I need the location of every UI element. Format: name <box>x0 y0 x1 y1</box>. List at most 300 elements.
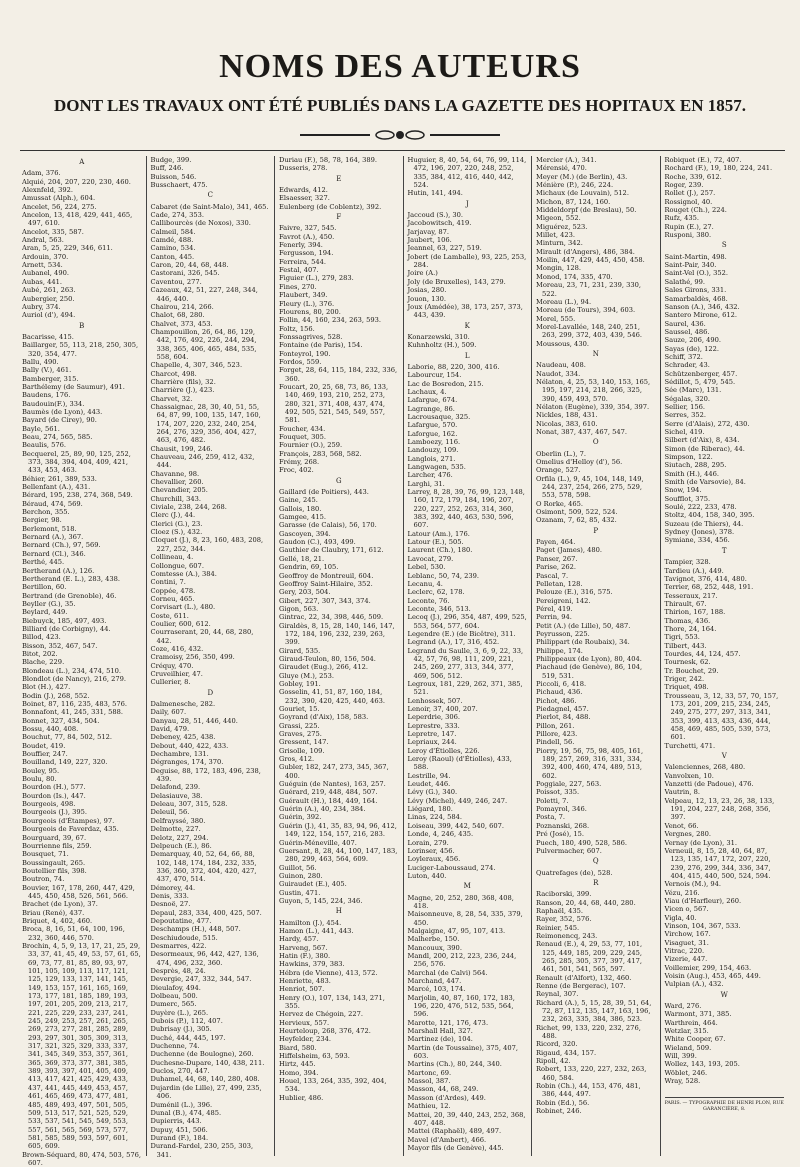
author-entry: Heyfelder, 234. <box>279 1035 331 1044</box>
author-entry: Bally (V.), 461. <box>22 366 72 375</box>
author-entry: Dubois (P.), 112, 407. <box>150 1017 223 1026</box>
author-entry: Jeannel, 63, 227, 519. <box>407 244 482 253</box>
author-entry: Soulé, 222, 233, 478. <box>664 503 737 512</box>
author-entry: Hublier, 486. <box>279 1093 324 1102</box>
author-entry: Duyère (L.), 265. <box>150 1008 209 1017</box>
author-entry: Jaubert, 106. <box>407 236 452 245</box>
author-entry: Favrot (A.), 450. <box>279 232 335 241</box>
author-entry: Billod, 423. <box>22 633 61 642</box>
author-entry: Pillon, 261. <box>536 721 575 730</box>
author-entry: Debeney, 425, 438. <box>150 733 216 742</box>
author-entry: Rufz, 435. <box>664 214 699 223</box>
author-entry: Silbert (d'Aix), 8, 434. <box>664 436 740 445</box>
author-entry: Gendrin, 69, 105. <box>279 563 339 572</box>
author-entry: Nickles, 188, 431. <box>536 411 598 420</box>
author-entry: Lebel, 530. <box>407 563 446 572</box>
author-index-columns <box>18 156 788 1167</box>
author-entry: Durand-Fardel, 230, 255, 303, 341. <box>150 1142 254 1159</box>
author-entry: Lorain, 279. <box>407 838 449 847</box>
author-entry: Guiraudet (E.), 405. <box>279 880 347 889</box>
author-entry: Beyller (G.), 35. <box>22 599 76 608</box>
author-entry: Geoffroy Saint-Hilaire, 352. <box>279 579 373 588</box>
author-entry: Fines, 270. <box>279 282 317 291</box>
author-entry: Martonc, 69. <box>407 1068 452 1077</box>
author-entry: Liégard, 180. <box>407 805 453 814</box>
author-entry: Petit (A.) (de Lille), 50, 487. <box>536 621 631 630</box>
author-entry: Cruveilhier, 47. <box>150 669 203 678</box>
author-entry: Lafargue, 674. <box>407 396 458 405</box>
author-entry: Vulpian (A.), 432. <box>664 980 724 989</box>
author-entry: Salathé, 99. <box>664 277 706 286</box>
author-entry: Marchal (de Calvi) 564. <box>407 968 488 977</box>
author-entry: Martin (de Toussaine), 375, 407, 603. <box>407 1043 519 1061</box>
author-entry: O Rorke, 465. <box>536 499 584 508</box>
author-entry: Vézu, 216. <box>664 888 700 897</box>
author-entry: Pillore, 423. <box>536 730 578 739</box>
author-entry: Chalot, 68, 280. <box>150 311 205 320</box>
author-entry: Wray, 528. <box>664 1077 701 1086</box>
author-entry: Lorinser, 456. <box>407 846 455 855</box>
author-entry: Cade, 274, 353. <box>150 211 204 220</box>
author-entry: Dumerc, 565. <box>150 1000 197 1009</box>
letter-heading: J <box>465 199 469 208</box>
author-entry: Mirault (d'Angers), 486, 384. <box>536 247 635 256</box>
author-entry: Barthélemy (de Saumur), 491. <box>22 382 125 391</box>
author-entry: Gouriet, 15. <box>279 705 320 713</box>
author-entry: Mandl, 200, 212, 223, 236, 244, 256, 576. <box>407 951 517 969</box>
author-entry: Massol, 387. <box>407 1077 451 1086</box>
page-title: NOMS DES AUTEURS <box>219 48 581 85</box>
author-entry: Wöblet, 246. <box>664 1068 708 1077</box>
author-entry: Duhamel, 44, 68, 140, 280, 408. <box>150 1075 260 1084</box>
author-entry: Chevallier, 260. <box>150 478 204 487</box>
author-entry: Callibourcès (de Noxos), 330. <box>150 219 251 228</box>
author-entry: Panser, 267. <box>536 554 578 563</box>
author-entry: Boussingault, 265. <box>22 858 86 867</box>
author-entry: Vergnes, 280. <box>664 830 711 839</box>
author-entry: Aubergier, 250. <box>22 294 75 303</box>
author-entry: Beau, 274, 565, 585. <box>22 433 93 441</box>
author-entry: Depoutatine, 477. <box>150 916 212 925</box>
author-entry: Briquet, 4, 402, 460. <box>22 916 93 925</box>
author-entry: Démorey, 44. <box>150 883 196 892</box>
author-entry: Jaccoud (S.), 30. <box>407 211 463 220</box>
author-entry: Chevandier, 205. <box>150 486 208 495</box>
author-entry: Pelletan, 128. <box>536 579 583 588</box>
author-entry: Philippart (de Roubaix), 34. <box>536 638 630 647</box>
letter-heading: R <box>593 878 599 887</box>
author-entry: Lévy (Michel), 449, 246, 247. <box>407 796 508 805</box>
author-entry: Luciger-Laboussaud, 274. <box>407 863 496 872</box>
author-entry: Leroy d'Étiolles, 226. <box>407 746 480 755</box>
author-entry: Tampier, 328. <box>664 558 711 567</box>
author-entry: Robin (Ch.), 44, 153, 476, 481, 386, 444, 497. <box>536 1082 641 1099</box>
letter-heading: K <box>464 321 470 330</box>
author-entry: Gobley, 191. <box>279 679 321 688</box>
author-entry: Guérin-Méneville, 407. <box>279 838 357 847</box>
letter-heading: A <box>79 158 85 166</box>
author-entry: Deleau, 307, 315, 528. <box>150 800 228 809</box>
author-entry: Thore, 24, 164. <box>664 624 717 633</box>
letter-heading: Q <box>592 857 599 866</box>
author-entry: Berthé, 445. <box>22 558 65 567</box>
author-entry: Contini, 7. <box>150 578 186 587</box>
author-entry: Auriol (d'), 494. <box>22 311 76 320</box>
author-entry: Fenerly, 394. <box>279 241 323 250</box>
author-entry: Wieland, 509. <box>664 1043 712 1052</box>
author-entry: Naudeau, 408. <box>536 361 586 370</box>
author-entry: Joire (A.) <box>407 269 438 278</box>
author-entry: Robert, 133, 220, 227, 232, 263, 460, 584. <box>536 1065 647 1082</box>
author-entry: Mattei (Raphaël), 489, 497. <box>407 1127 502 1136</box>
author-entry: Béraud, 474, 569. <box>22 499 83 508</box>
author-entry: Fouquet, 305. <box>279 433 326 441</box>
author-entry: Venot, 66. <box>664 821 699 830</box>
author-entry: Philippeaux (de Lyon), 80, 404. <box>536 654 642 663</box>
author-entry: Legrand (A.), 17, 316, 452. <box>407 638 500 647</box>
author-entry: David, 479. <box>150 725 190 734</box>
author-entry: Gaudon (C.), 493, 499. <box>279 538 356 547</box>
index-column <box>660 156 789 1156</box>
author-entry: Robinet, 246. <box>536 1107 582 1116</box>
author-entry: Viau (d'Harfleur), 260. <box>664 896 742 905</box>
author-entry: Joly (de Bruxelles), 143, 279. <box>407 277 506 286</box>
author-entry: Tigri, 553. <box>664 633 700 642</box>
author-entry: Nonat, 387, 437, 467, 547. <box>536 428 628 436</box>
letter-heading: E <box>336 174 342 183</box>
author-entry: Cullerier, 8. <box>150 678 191 687</box>
author-entry: Duchenne (de Boulogne), 260. <box>150 1050 254 1059</box>
author-entry: Mayor fils (de Genève), 445. <box>407 1143 504 1152</box>
author-entry: Poggiale, 227, 563. <box>536 780 602 789</box>
author-entry: Osimont, 509, 522, 524. <box>536 508 618 517</box>
author-entry: Clerici (G.), 23. <box>150 519 203 528</box>
author-entry: Thirion, 167, 188. <box>664 608 726 617</box>
author-entry: Vernois (M.), 94. <box>664 880 721 889</box>
author-entry: Payen, 464. <box>536 538 576 547</box>
author-entry: Desprès, 48, 24. <box>150 967 206 975</box>
author-entry: Geoffroy de Montreuil, 604. <box>279 571 374 580</box>
author-entry: Simon (de Riberac), 44. <box>664 444 745 453</box>
author-entry: Bouley, 95. <box>22 766 60 775</box>
author-entry: Morel-Lavallée, 148, 240, 251, 263, 299, 372, 403, 439, 546. <box>536 322 642 340</box>
author-entry: Lestrille, 94. <box>407 771 451 780</box>
author-entry: Andral, 563. <box>22 236 64 245</box>
author-entry: Danyau, 28, 51, 446, 440. <box>150 716 238 725</box>
author-entry: Millet, 423. <box>536 231 576 240</box>
author-entry: Ozanam, 7, 62, 85, 432. <box>536 516 617 525</box>
author-entry: Foucher, 434. <box>279 424 326 433</box>
author-entry: Moilin, 447, 429, 445, 450, 458. <box>536 256 645 265</box>
author-entry: Baudens, 176. <box>22 391 71 400</box>
author-entry: Champouillon, 26, 64, 86, 129, 442, 176, 492, 226, 244, 294, 338, 365, 406, 465, 484, 535, 558, 604. <box>150 327 257 361</box>
author-entry: Bergier, 98. <box>22 516 62 525</box>
author-entry: Bitot, 202. <box>22 649 58 658</box>
ornament-divider <box>300 129 500 141</box>
author-entry: Charvet, 32. <box>150 394 193 403</box>
author-entry: Bourrienne fils, 259. <box>22 841 92 850</box>
author-entry: Langwagen, 535. <box>407 463 466 472</box>
author-entry: Gallois, 180. <box>279 504 322 513</box>
author-entry: Dujardin (de Lille), 27, 499, 235, 406. <box>150 1083 262 1101</box>
author-entry: Rossignol, 40. <box>664 197 713 206</box>
author-entry: Biebuyck, 185, 497, 493. <box>22 616 107 625</box>
author-entry: Triquet, 498. <box>664 683 709 692</box>
author-entry: Grassi, 225. <box>279 721 320 730</box>
author-entry: Leroy (Raoul) (d'Étiolles), 433, 588. <box>407 755 512 772</box>
letter-heading: F <box>336 213 342 222</box>
author-entry: Guérin (J.), 41, 35, 83, 94, 96, 412, 149, 122, 154, 157, 216, 283. <box>279 821 397 839</box>
author-entry: Bayle, 561. <box>22 424 60 433</box>
author-entry: Alquié, 204, 207, 220, 230, 460. <box>22 177 131 186</box>
author-entry: Guersant, 8, 28, 44, 100, 147, 183, 280, 299, 463, 564, 609. <box>279 846 398 864</box>
author-entry: Bertherand (A.), 126. <box>22 566 95 575</box>
author-entry: Fordos, 559. <box>279 357 322 366</box>
author-entry: Roger, 239. <box>664 181 704 190</box>
author-entry: Charrière (J.), 423. <box>150 386 215 395</box>
author-entry: Smith (de Varsovie), 84. <box>664 478 746 487</box>
author-entry: Duchenne, 74. <box>150 1042 200 1051</box>
author-entry: Dupuy, 451, 506. <box>150 1125 208 1134</box>
author-entry: Bertillon, 60. <box>22 583 67 592</box>
author-entry: Froc, 402. <box>279 466 314 475</box>
author-entry: Bourguard, 39, 67. <box>22 833 87 842</box>
author-entry: Jouon, 130. <box>407 294 446 303</box>
author-entry: Aubry, 374. <box>22 302 61 311</box>
author-entry: Santero Mirone, 612. <box>664 311 737 320</box>
printer-imprint: PARIS. — TYPOGRAPHIE DE HENRI PLON, RUE GARANCIÈRE, 8. <box>665 1097 785 1113</box>
author-entry: Sée (Marc), 131. <box>664 386 722 395</box>
author-entry: Gubler, 182, 247, 273, 345, 367, 400. <box>279 763 389 780</box>
author-entry: Philippe, 174. <box>536 646 583 655</box>
author-entry: Chalvet, 373, 453. <box>150 319 213 328</box>
author-entry: Desmarres, 422. <box>150 941 207 950</box>
letter-heading: M <box>463 882 471 891</box>
author-entry: Henriette, 483. <box>279 977 331 985</box>
author-entry: Fergusson, 194. <box>279 249 334 258</box>
author-entry: Bourdon (H.), 577. <box>22 783 86 792</box>
author-entry: Parise, 262. <box>536 563 577 572</box>
author-entry: Foucart, 20, 25, 68, 73, 86, 133, 140, 469, 193, 210, 252, 273, 280, 321, 371, 408, 437, 474, 492, 505, 521, 545, 549, 557, 581. <box>279 382 389 425</box>
author-entry: Minturn, 342. <box>536 239 583 248</box>
author-entry: Schützenberger, 457. <box>664 369 738 378</box>
author-entry: Vanzetti (de Padoue), 476. <box>664 780 754 789</box>
author-entry: Wetzlar, 315. <box>664 1027 709 1036</box>
author-entry: Velpeau, 12, 13, 23, 26, 38, 133, 191, 204, 227, 248, 268, 356, 397. <box>664 796 775 822</box>
author-entry: Leconte, 346, 513. <box>407 604 471 613</box>
author-entry: Miguérez, 523. <box>536 222 588 231</box>
author-entry: Martins (Ch.), 80, 244, 340. <box>407 1060 502 1069</box>
author-entry: Duclos, 270, 447. <box>150 1067 210 1076</box>
author-entry: Courraserant, 20, 44, 68, 280, 442. <box>150 628 254 645</box>
author-entry: Hatin (F.), 380. <box>279 951 331 960</box>
author-entry: Caventou, 277. <box>150 277 202 286</box>
author-entry: Ancelot, 335, 587. <box>22 227 84 236</box>
author-entry: Baillarger, 55, 113, 218, 250, 305, 320, 354, 477. <box>22 341 139 358</box>
author-entry: Josias, 280. <box>407 286 447 295</box>
author-entry: Chapelle, 4, 307, 346, 523. <box>150 361 243 370</box>
author-entry: Duché, 444, 445, 197. <box>150 1033 226 1042</box>
author-entry: Vanvolxen, 10. <box>664 771 714 780</box>
author-entry: Sydney (Jones), 378. <box>664 528 735 537</box>
author-entry: Gibert, 227, 307, 343, 374. <box>279 596 371 605</box>
author-entry: Moreau (de Tours), 394, 603. <box>536 306 636 315</box>
author-entry: Henriot, 507. <box>279 985 325 994</box>
author-entry: Posta, 7. <box>536 813 565 822</box>
author-entry: Larcher, 476. <box>407 471 453 480</box>
author-entry: Vizerie, 447. <box>664 955 708 964</box>
author-entry: Dégranges, 174, 370. <box>150 758 224 767</box>
author-entry: Briau (René), 437. <box>22 908 85 917</box>
author-entry: Henry (O.), 107, 134, 143, 271, 355. <box>279 993 385 1011</box>
author-entry: Vigla, 40. <box>664 913 697 922</box>
author-entry: Fonteyrol, 190. <box>279 349 331 358</box>
author-entry: Maisonneuve, 8, 28, 54, 335, 379, 450. <box>407 910 523 927</box>
letter-heading: S <box>721 241 727 250</box>
author-entry: Oberlin (L.), 7. <box>536 449 587 458</box>
author-entry: Flourens, 80, 200. <box>279 307 341 316</box>
author-entry: Gros, 412. <box>279 755 315 764</box>
author-entry: Deschamps (H.), 448, 507. <box>150 925 241 934</box>
author-entry: Bossu, 440, 408. <box>22 725 79 734</box>
author-entry: Gluye (M.), 253. <box>279 671 334 680</box>
author-entry: Leblanc, 50, 74, 239. <box>407 571 480 580</box>
author-entry: Beaulis, 576. <box>22 441 67 450</box>
letter-heading: O <box>592 438 599 447</box>
author-entry: Aubas, 441. <box>22 277 62 286</box>
author-entry: Lenoir, 37, 400, 207. <box>407 705 478 713</box>
author-entry: Lecanu, 4. <box>407 579 443 588</box>
letter-heading: T <box>721 546 727 555</box>
author-entry: Malherbe, 150. <box>407 935 460 944</box>
author-entry: Buff, 246. <box>150 164 184 173</box>
author-entry: Rigaud, 434, 157. <box>536 1048 597 1057</box>
author-entry: Labourcur, 154. <box>407 371 462 380</box>
author-entry: Legendre (E.) (de Bicêtre), 311. <box>407 629 516 638</box>
author-entry: Saint-Martin, 498. <box>664 252 727 261</box>
author-entry: Laforgue, 162. <box>407 429 458 438</box>
author-entry: Caron, 20, 44, 68, 448. <box>150 261 229 270</box>
author-entry: Larghi, 31. <box>407 479 445 488</box>
author-entry: Coppée, 478. <box>150 586 196 595</box>
author-entry: Bousquet, 71. <box>22 850 69 859</box>
author-entry: Festal, 407. <box>279 266 319 275</box>
author-entry: Hervieux, 557. <box>279 1018 330 1027</box>
author-entry: Lepriaux, 244. <box>407 738 457 747</box>
author-entry: Calmeil, 584. <box>150 227 196 236</box>
author-entry: Mongin, 128. <box>536 264 582 273</box>
author-entry: Poletti, 7. <box>536 796 569 805</box>
author-entry: Schrader, 43. <box>664 361 710 370</box>
author-entry: Demarquay, 40, 52, 64, 66, 88, 102, 148, 174, 184, 232, 335, 336, 360, 372, 404, 420, 427, 437, 470, 514. <box>150 850 257 884</box>
author-entry: Guérin, 392. <box>279 813 322 822</box>
author-entry: Rusponi, 380. <box>664 231 712 240</box>
author-entry: Roche, 339, 612. <box>664 172 722 181</box>
author-entry: Valenciennes, 268, 480. <box>664 763 746 772</box>
letter-heading: H <box>335 907 342 916</box>
author-entry: Latour (Am.), 176. <box>407 529 470 538</box>
author-entry: Hutin, 141, 494. <box>407 189 463 198</box>
author-entry: Boutron, 74. <box>22 875 65 884</box>
author-entry: Gellé, 18, 21. <box>279 554 325 563</box>
author-entry: Vernay (de Lyon), 31. <box>664 838 737 847</box>
author-entry: Mathieu, 12. <box>407 1102 451 1111</box>
author-entry: Durand (F.), 184. <box>150 1133 209 1142</box>
author-entry: Sellier, 156. <box>664 402 706 411</box>
author-entry: Dechambre, 131. <box>150 750 209 759</box>
author-entry: Gauthier de Claubry, 171, 612. <box>279 546 384 555</box>
author-entry: Richard (A.), 5, 15, 28, 39, 51, 64, 72, 87, 112, 135, 147, 163, 196, 232, 263, 335, 384, 386, 523. <box>536 998 652 1024</box>
author-entry: Hawkins, 379, 383. <box>279 960 345 969</box>
author-entry: Robiquet (E.), 72, 407. <box>664 156 742 164</box>
author-entry: Charcot, 498. <box>150 369 197 378</box>
author-entry: Hamilton (J.), 454. <box>279 918 342 927</box>
author-entry: Devergie, 247, 332, 344, 547. <box>150 975 252 984</box>
author-entry: Arnett, 534. <box>22 261 63 270</box>
author-entry: Suzeau (de Thiers), 44. <box>664 519 744 528</box>
author-entry: Créquy, 470. <box>150 661 194 670</box>
author-entry: Delotz, 227, 294. <box>150 833 209 842</box>
index-column <box>531 156 660 1156</box>
author-entry: Hébra (de Vienne), 413, 572. <box>279 968 378 977</box>
author-entry: Peyrusson, 225. <box>536 629 590 638</box>
letter-heading: P <box>593 526 599 535</box>
author-entry: Piorry, 19, 56, 75, 98, 405, 161, 189, 257, 269, 316, 331, 334, 392, 400, 460, 474, 489, 513, 602. <box>536 746 644 780</box>
author-entry: Tavignot, 376, 414, 480. <box>664 574 747 583</box>
author-entry: Daily, 607. <box>150 708 187 717</box>
author-entry: Loyleraux, 456. <box>407 855 461 864</box>
author-entry: Bourgeois de Faverdaz, 435. <box>22 825 119 834</box>
author-entry: Jacobowitsch, 419. <box>407 219 472 228</box>
author-entry: Pereigreni, 142. <box>536 596 591 605</box>
author-entry: Turchetti, 471. <box>664 741 716 750</box>
author-entry: Jarjavay, 87. <box>407 227 449 236</box>
author-entry: Rupin (E.), 27. <box>664 222 714 231</box>
author-entry: Debout, 440, 422, 433. <box>150 741 229 750</box>
author-entry: Blache, 229. <box>22 658 65 667</box>
author-entry: Cloquet (J.), 8, 23, 160, 483, 208, 227, 252, 344. <box>150 536 264 553</box>
author-entry: Masson (d'Ardes), 449. <box>407 1093 486 1102</box>
letter-heading: N <box>592 349 599 358</box>
author-entry: Desormeaux, 96, 442, 427, 136, 474, 496, 232, 360. <box>150 950 259 967</box>
author-entry: Lecoq (J.), 296, 354, 487, 499, 525, 553, 564, 577, 604. <box>407 613 527 630</box>
author-entry: Samarbaldès, 468. <box>664 294 728 303</box>
author-entry: Sanson (A.), 346, 432. <box>664 302 740 311</box>
author-entry: Follin, 44, 160, 234, 263, 593. <box>279 316 381 325</box>
author-entry: Pascal, 7. <box>536 571 569 580</box>
author-entry: Bodin (J.), 268, 552. <box>22 691 90 700</box>
author-entry: Lepretre, 147. <box>407 730 457 739</box>
author-entry: Lamboezy, 116. <box>407 438 461 446</box>
author-entry: Marchand, 447. <box>407 977 462 985</box>
author-entry: Houel, 133, 264, 335, 392, 404, 534. <box>279 1077 387 1094</box>
author-entry: Masson, 44, 68, 249. <box>407 1085 479 1094</box>
author-entry: Ranson, 20, 44, 68, 440, 280. <box>536 898 636 907</box>
author-entry: Saint-Vel (O.), 352. <box>664 269 728 278</box>
author-entry: Coze, 416, 432. <box>150 644 204 653</box>
author-entry: Michon, 87, 124, 160. <box>536 197 611 206</box>
author-entry: Bonnafont, 41, 245, 331, 588. <box>22 708 123 717</box>
author-entry: Renne (de Bergerac), 107. <box>536 982 626 990</box>
letter-heading: C <box>207 191 213 200</box>
author-entry: Bertrand (de Grenoble), 46. <box>22 591 117 600</box>
author-entry: Renaud (E.), 4, 29, 53, 77, 101, 125, 449, 185, 209, 229, 245, 265, 285, 305, 377, 397, 417, 461, 501, 541, 565, 597. <box>536 940 643 974</box>
author-entry: Lafargue, 570. <box>407 421 458 430</box>
author-entry: Bouilland, 149, 227, 320. <box>22 758 108 767</box>
author-entry: Ancelon, 13, 418, 429, 441, 465, 497, 610. <box>22 211 133 228</box>
letter-heading: G <box>335 476 342 485</box>
author-entry: Gamgee, 415. <box>279 513 327 522</box>
